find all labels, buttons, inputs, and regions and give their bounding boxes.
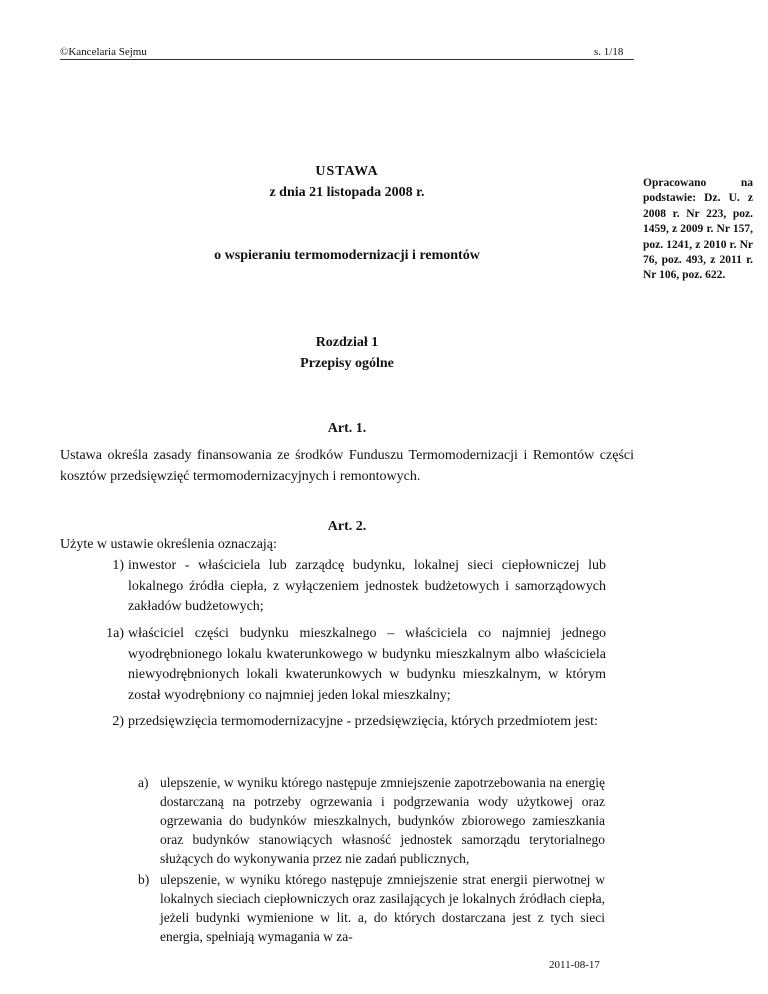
- item-text: właściciel części budynku mieszkalnego – właściciela co najmniej jednego wyodrębnionego lokalu kwaterunkowego w budynku mieszkalnym albo właściciela niewyodrębnionych lokali kwaterunkowych w budynku mieszkalnym, w którym został wyodrębniony co najmniej jeden lokal mieszkalny;: [128, 626, 606, 703]
- subitem-text: ulepszenie, w wyniku którego następuje zmniejszenie zapotrzebowania na energię dostarczaną na potrzeby ogrzewania i podgrzewania wody użytkowej oraz ogrzewania do budynków mieszkalnych, budynków zbiorowego zamieszkania oraz budynków stanowiących własność jednostek samorządu terytorialnego służących do wykonywania przez nie zadań publicznych,: [160, 775, 605, 866]
- header-rule: [60, 59, 634, 60]
- chapter-title: Przepisy ogólne: [300, 356, 394, 371]
- item-label: 1a): [106, 626, 124, 641]
- act-type: USTAWA: [315, 164, 379, 179]
- item-label: 1): [112, 558, 124, 573]
- art2-subitem-b: [138, 870, 605, 946]
- art2-subitem-a: [138, 773, 605, 868]
- item-label: 2): [112, 714, 124, 729]
- art2-intro: Użyte w ustawie określenia oznaczają:: [60, 537, 277, 552]
- item-text: inwestor - właściciela lub zarządcę budynku, lokalnej sieci ciepłowniczej lub lokalnego źródła ciepła, z wyłączeniem jednostek budżetowych i samorządowych zakładów budżetowych;: [128, 558, 606, 614]
- footer-date: 2011-08-17: [549, 959, 600, 971]
- item-text: przedsięwzięcia termomodernizacyjne - przedsięwzięcia, których przedmiotem jest:: [128, 714, 598, 729]
- art2-item-2: [112, 712, 606, 733]
- art1-text: Ustawa określa zasady finansowania ze środków Funduszu Termomodernizacji i Remontów części kosztów przedsięwzięć termomodernizacyjnych i remontowych.: [60, 448, 634, 484]
- art2-item-1: [112, 556, 606, 618]
- art2-heading: Art. 2.: [327, 519, 367, 534]
- header-source: ©Kancelaria Sejmu: [60, 46, 147, 58]
- art1-heading: Art. 1.: [327, 421, 367, 436]
- chapter-number: Rozdział 1: [315, 335, 379, 350]
- header-page-number: s. 1/18: [594, 46, 624, 58]
- source-margin-note: Opracowano na podstawie: Dz. U. z 2008 r. Nr 223, poz. 1459, z 2009 r. Nr 157, poz. 1241, z 2010 r. Nr 76, poz. 493, z 2011 r. Nr 106, poz. 622.: [643, 177, 753, 282]
- act-subject: o wspieraniu termomodernizacji i remontów: [214, 248, 480, 263]
- subitem-label: a): [138, 775, 149, 790]
- art2-item-1a: [106, 624, 606, 706]
- act-date: z dnia 21 listopada 2008 r.: [269, 185, 425, 200]
- subitem-label: b): [138, 872, 150, 887]
- subitem-text: ulepszenie, w wyniku którego następuje zmniejszenie strat energii pierwotnej w lokalnych sieciach ciepłowniczych oraz zasilających je lokalnych źródłach ciepła, jeżeli budynki wymienione w lit. a, do których dostarczana jest z tych sieci energia, spełniają wymagania w za-: [160, 872, 605, 944]
